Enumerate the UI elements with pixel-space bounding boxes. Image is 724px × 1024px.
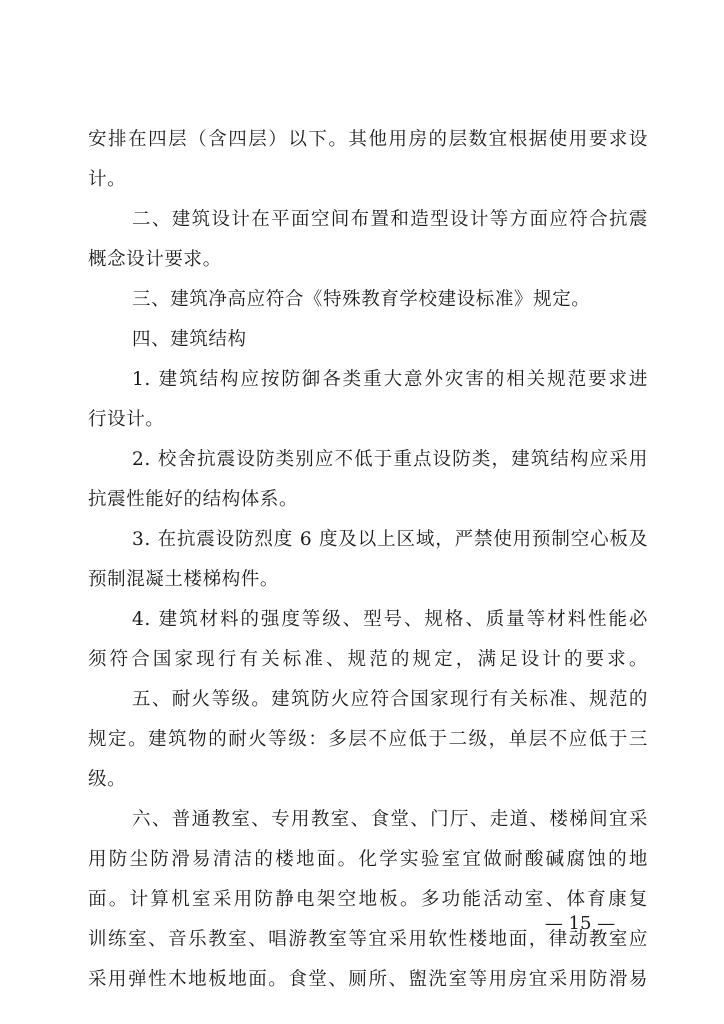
text-line: 2. 校舍抗震设防类别应不低于重点设防类，建筑结构应采用: [132, 449, 648, 470]
text-line: 抗震性能好的结构体系。: [88, 489, 299, 510]
text-line: 1. 建筑结构应按防御各类重大意外灾害的相关规范要求进: [132, 369, 648, 390]
text-line: 3. 在抗震设防烈度 6 度及以上区域，严禁使用预制空心板及: [132, 529, 648, 550]
text-line: 行设计。: [88, 409, 165, 430]
text-line: 三、建筑净高应符合《特殊教育学校建设标准》规定。: [132, 289, 591, 310]
page-number: — 15 —: [544, 913, 616, 934]
text-line: 五、耐火等级。建筑防火应符合国家现行有关标准、规范的: [132, 689, 648, 710]
text-line: 概念设计要求。: [88, 249, 222, 270]
text-line: 预制混凝土楼梯构件。: [88, 569, 280, 590]
text-line: 4. 建筑材料的强度等级、型号、规格、质量等材料性能必: [132, 609, 648, 630]
text-line: 计。: [88, 169, 127, 190]
section-heading: 四、建筑结构: [132, 329, 247, 350]
text-line: 安排在四层（含四层）以下。其他用房的层数宜根据使用要求设: [88, 129, 648, 150]
text-line: 面。计算机室采用防静电架空地板。多功能活动室、体育康复: [88, 889, 648, 910]
text-line: 二、建筑设计在平面空间布置和造型设计等方面应符合抗震: [132, 209, 648, 230]
text-line: 级。: [88, 769, 127, 790]
text-line: 采用弹性木地板地面。食堂、厕所、盥洗室等用房宜采用防滑易: [88, 969, 648, 990]
text-line: 用防尘防滑易清洁的楼地面。化学实验室宜做耐酸碱腐蚀的地: [88, 849, 648, 870]
text-line: 训练室、音乐教室、唱游教室等宜采用软性楼地面，律动教室应: [88, 929, 648, 950]
text-line: 须符合国家现行有关标准、规范的规定，满足设计的要求。: [88, 649, 648, 670]
text-line: 规定。建筑物的耐火等级：多层不应低于二级，单层不应低于三: [88, 729, 648, 750]
text-line: 六、普通教室、专用教室、食堂、门厅、走道、楼梯间宜采: [132, 809, 648, 830]
